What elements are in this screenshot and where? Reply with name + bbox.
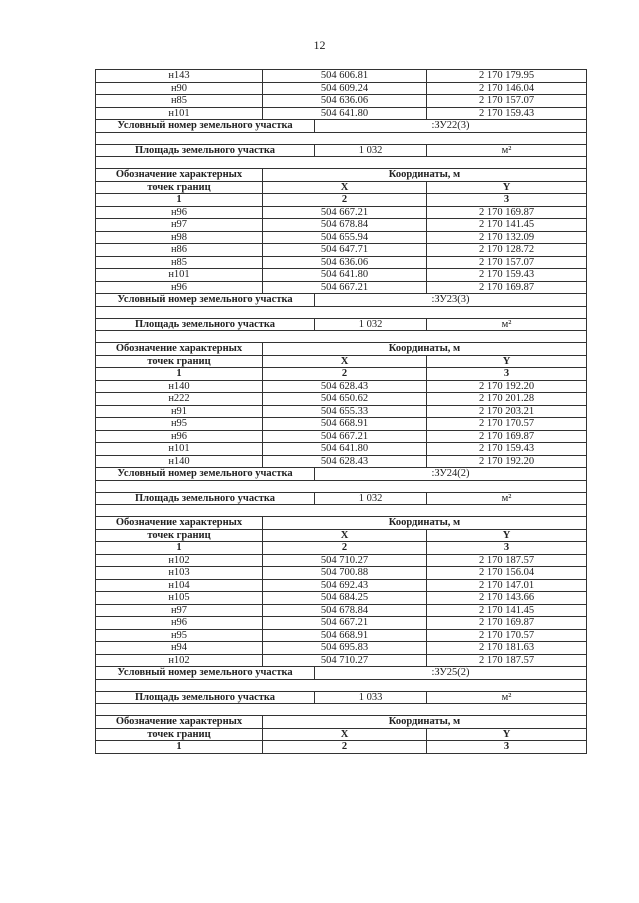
column-number: 2 bbox=[263, 368, 427, 381]
x-header: X bbox=[263, 529, 427, 542]
area-value: 1 032 bbox=[315, 318, 427, 331]
y-coordinate-cell: 2 170 156.04 bbox=[427, 567, 587, 580]
x-coordinate-cell: 504 678.84 bbox=[263, 604, 427, 617]
x-coordinate-cell: 504 667.21 bbox=[263, 617, 427, 630]
y-coordinate-cell: 2 170 169.87 bbox=[427, 430, 587, 443]
area-row bbox=[96, 318, 587, 331]
spacer-row bbox=[96, 679, 587, 691]
y-coordinate-cell: 2 170 169.87 bbox=[427, 281, 587, 294]
coordinate-row bbox=[96, 567, 587, 580]
spacer-row bbox=[96, 704, 587, 716]
x-coordinate-cell: 504 655.94 bbox=[263, 231, 427, 244]
point-name-cell: н96 bbox=[96, 617, 263, 630]
spacer-row bbox=[96, 480, 587, 492]
point-name-cell: н96 bbox=[96, 206, 263, 219]
coordinate-row bbox=[96, 642, 587, 655]
x-coordinate-cell: 504 606.81 bbox=[263, 70, 427, 83]
point-name-cell: н95 bbox=[96, 418, 263, 431]
y-coordinate-cell: 2 170 181.63 bbox=[427, 642, 587, 655]
x-coordinate-cell: 504 678.84 bbox=[263, 219, 427, 232]
coordinate-row bbox=[96, 393, 587, 406]
area-label: Площадь земельного участка bbox=[96, 144, 315, 157]
point-name-cell: н101 bbox=[96, 107, 263, 120]
parcel-number-value: :ЗУ24(2) bbox=[315, 468, 587, 481]
parcel-number-row bbox=[96, 667, 587, 680]
y-coordinate-cell: 2 170 159.43 bbox=[427, 107, 587, 120]
y-coordinate-cell: 2 170 141.45 bbox=[427, 604, 587, 617]
area-unit: м² bbox=[427, 492, 587, 505]
x-coordinate-cell: 504 628.43 bbox=[263, 380, 427, 393]
area-unit: м² bbox=[427, 144, 587, 157]
point-name-cell: н96 bbox=[96, 430, 263, 443]
coordinates-header: Координаты, м bbox=[263, 169, 587, 182]
column-number: 1 bbox=[96, 368, 263, 381]
x-header: X bbox=[263, 181, 427, 194]
y-coordinate-cell: 2 170 170.57 bbox=[427, 418, 587, 431]
x-coordinate-cell: 504 647.71 bbox=[263, 244, 427, 257]
y-header: Y bbox=[427, 728, 587, 741]
boundary-points-header: точек границ bbox=[96, 355, 263, 368]
y-coordinate-cell: 2 170 146.04 bbox=[427, 82, 587, 95]
x-coordinate-cell: 504 636.06 bbox=[263, 256, 427, 269]
y-coordinate-cell: 2 170 187.57 bbox=[427, 654, 587, 667]
column-number: 3 bbox=[427, 194, 587, 207]
point-name-cell: н91 bbox=[96, 405, 263, 418]
spacer-row bbox=[96, 132, 587, 144]
y-header: Y bbox=[427, 181, 587, 194]
coordinate-row bbox=[96, 443, 587, 456]
coordinates-header: Координаты, м bbox=[263, 517, 587, 530]
coordinate-row bbox=[96, 418, 587, 431]
x-coordinate-cell: 504 609.24 bbox=[263, 82, 427, 95]
area-label: Площадь земельного участка bbox=[96, 492, 315, 505]
coordinate-row bbox=[96, 617, 587, 630]
area-row bbox=[96, 144, 587, 157]
header-row bbox=[96, 181, 587, 194]
column-number: 1 bbox=[96, 741, 263, 754]
point-name-cell: н96 bbox=[96, 281, 263, 294]
x-coordinate-cell: 504 667.21 bbox=[263, 281, 427, 294]
column-number: 3 bbox=[427, 368, 587, 381]
coordinate-row bbox=[96, 380, 587, 393]
point-name-cell: н97 bbox=[96, 219, 263, 232]
x-coordinate-cell: 504 710.27 bbox=[263, 654, 427, 667]
spacer-row bbox=[96, 331, 587, 343]
x-coordinate-cell: 504 684.25 bbox=[263, 592, 427, 605]
column-number: 2 bbox=[263, 542, 427, 555]
point-name-cell: н102 bbox=[96, 654, 263, 667]
point-name-cell: н102 bbox=[96, 554, 263, 567]
coordinates-document bbox=[95, 69, 586, 754]
parcel-number-row bbox=[96, 294, 587, 307]
coordinate-row bbox=[96, 244, 587, 257]
x-coordinate-cell: 504 641.80 bbox=[263, 269, 427, 282]
parcel-number-row bbox=[96, 120, 587, 133]
boundary-points-header: точек границ bbox=[96, 181, 263, 194]
y-coordinate-cell: 2 170 192.20 bbox=[427, 455, 587, 468]
coordinate-row bbox=[96, 82, 587, 95]
coordinates-header: Координаты, м bbox=[263, 716, 587, 729]
y-coordinate-cell: 2 170 203.21 bbox=[427, 405, 587, 418]
area-label: Площадь земельного участка bbox=[96, 318, 315, 331]
column-number-row bbox=[96, 542, 587, 555]
point-name-cell: н140 bbox=[96, 380, 263, 393]
y-coordinate-cell: 2 170 179.95 bbox=[427, 70, 587, 83]
x-coordinate-cell: 504 668.91 bbox=[263, 629, 427, 642]
coordinate-row bbox=[96, 281, 587, 294]
x-coordinate-cell: 504 667.21 bbox=[263, 430, 427, 443]
header-row bbox=[96, 355, 587, 368]
spacer-cell bbox=[96, 132, 587, 144]
parcel-number-value: :ЗУ23(3) bbox=[315, 294, 587, 307]
point-name-cell: н143 bbox=[96, 70, 263, 83]
spacer-cell bbox=[96, 480, 587, 492]
coordinate-row bbox=[96, 455, 587, 468]
coordinate-row bbox=[96, 95, 587, 108]
y-coordinate-cell: 2 170 147.01 bbox=[427, 579, 587, 592]
parcel-number-label: Условный номер земельного участка bbox=[96, 468, 315, 481]
y-coordinate-cell: 2 170 143.66 bbox=[427, 592, 587, 605]
y-coordinate-cell: 2 170 157.07 bbox=[427, 95, 587, 108]
coordinate-row bbox=[96, 231, 587, 244]
x-coordinate-cell: 504 628.43 bbox=[263, 455, 427, 468]
designation-header: Обозначение характерных bbox=[96, 169, 263, 182]
spacer-cell bbox=[96, 306, 587, 318]
coordinate-row bbox=[96, 430, 587, 443]
column-number-row bbox=[96, 741, 587, 754]
designation-header: Обозначение характерных bbox=[96, 343, 263, 356]
boundary-points-header: точек границ bbox=[96, 728, 263, 741]
coordinates-table-body bbox=[96, 70, 587, 754]
area-value: 1 032 bbox=[315, 492, 427, 505]
x-coordinate-cell: 504 641.80 bbox=[263, 107, 427, 120]
spacer-row bbox=[96, 505, 587, 517]
spacer-row bbox=[96, 157, 587, 169]
y-coordinate-cell: 2 170 169.87 bbox=[427, 617, 587, 630]
column-number: 3 bbox=[427, 542, 587, 555]
x-header: X bbox=[263, 355, 427, 368]
spacer-cell bbox=[96, 704, 587, 716]
coordinates-table bbox=[95, 69, 587, 754]
column-number: 2 bbox=[263, 194, 427, 207]
header-row bbox=[96, 728, 587, 741]
point-name-cell: н104 bbox=[96, 579, 263, 592]
parcel-number-row bbox=[96, 468, 587, 481]
point-name-cell: н90 bbox=[96, 82, 263, 95]
x-coordinate-cell: 504 692.43 bbox=[263, 579, 427, 592]
parcel-number-label: Условный номер земельного участка bbox=[96, 667, 315, 680]
area-value: 1 033 bbox=[315, 691, 427, 704]
parcel-number-value: :ЗУ22(3) bbox=[315, 120, 587, 133]
designation-header: Обозначение характерных bbox=[96, 716, 263, 729]
coordinate-row bbox=[96, 405, 587, 418]
point-name-cell: н101 bbox=[96, 269, 263, 282]
spacer-cell bbox=[96, 157, 587, 169]
y-coordinate-cell: 2 170 132.09 bbox=[427, 231, 587, 244]
y-coordinate-cell: 2 170 187.57 bbox=[427, 554, 587, 567]
y-coordinate-cell: 2 170 159.43 bbox=[427, 443, 587, 456]
y-header: Y bbox=[427, 529, 587, 542]
area-row bbox=[96, 691, 587, 704]
coordinate-row bbox=[96, 604, 587, 617]
y-coordinate-cell: 2 170 169.87 bbox=[427, 206, 587, 219]
point-name-cell: н103 bbox=[96, 567, 263, 580]
y-coordinate-cell: 2 170 201.28 bbox=[427, 393, 587, 406]
x-coordinate-cell: 504 667.21 bbox=[263, 206, 427, 219]
coordinate-row bbox=[96, 269, 587, 282]
header-row bbox=[96, 343, 587, 356]
header-row bbox=[96, 716, 587, 729]
area-unit: м² bbox=[427, 691, 587, 704]
x-coordinate-cell: 504 641.80 bbox=[263, 443, 427, 456]
area-unit: м² bbox=[427, 318, 587, 331]
header-row bbox=[96, 517, 587, 530]
x-coordinate-cell: 504 668.91 bbox=[263, 418, 427, 431]
header-row bbox=[96, 529, 587, 542]
coordinate-row bbox=[96, 219, 587, 232]
x-coordinate-cell: 504 710.27 bbox=[263, 554, 427, 567]
column-number-row bbox=[96, 194, 587, 207]
page-number: 12 bbox=[313, 38, 326, 52]
coordinates-header: Координаты, м bbox=[263, 343, 587, 356]
x-header: X bbox=[263, 728, 427, 741]
parcel-number-value: :ЗУ25(2) bbox=[315, 667, 587, 680]
coordinate-row bbox=[96, 579, 587, 592]
point-name-cell: н140 bbox=[96, 455, 263, 468]
point-name-cell: н222 bbox=[96, 393, 263, 406]
coordinate-row bbox=[96, 554, 587, 567]
spacer-cell bbox=[96, 331, 587, 343]
point-name-cell: н94 bbox=[96, 642, 263, 655]
x-coordinate-cell: 504 655.33 bbox=[263, 405, 427, 418]
coordinate-row bbox=[96, 206, 587, 219]
point-name-cell: н105 bbox=[96, 592, 263, 605]
column-number: 1 bbox=[96, 194, 263, 207]
coordinate-row bbox=[96, 654, 587, 667]
coordinate-row bbox=[96, 629, 587, 642]
y-header: Y bbox=[427, 355, 587, 368]
area-value: 1 032 bbox=[315, 144, 427, 157]
x-coordinate-cell: 504 636.06 bbox=[263, 95, 427, 108]
point-name-cell: н85 bbox=[96, 256, 263, 269]
boundary-points-header: точек границ bbox=[96, 529, 263, 542]
y-coordinate-cell: 2 170 170.57 bbox=[427, 629, 587, 642]
y-coordinate-cell: 2 170 159.43 bbox=[427, 269, 587, 282]
y-coordinate-cell: 2 170 141.45 bbox=[427, 219, 587, 232]
x-coordinate-cell: 504 650.62 bbox=[263, 393, 427, 406]
spacer-cell bbox=[96, 505, 587, 517]
spacer-cell bbox=[96, 679, 587, 691]
parcel-number-label: Условный номер земельного участка bbox=[96, 294, 315, 307]
point-name-cell: н101 bbox=[96, 443, 263, 456]
point-name-cell: н97 bbox=[96, 604, 263, 617]
area-row bbox=[96, 492, 587, 505]
area-label: Площадь земельного участка bbox=[96, 691, 315, 704]
x-coordinate-cell: 504 700.88 bbox=[263, 567, 427, 580]
column-number-row bbox=[96, 368, 587, 381]
y-coordinate-cell: 2 170 128.72 bbox=[427, 244, 587, 257]
designation-header: Обозначение характерных bbox=[96, 517, 263, 530]
point-name-cell: н98 bbox=[96, 231, 263, 244]
column-number: 2 bbox=[263, 741, 427, 754]
x-coordinate-cell: 504 695.83 bbox=[263, 642, 427, 655]
coordinate-row bbox=[96, 70, 587, 83]
y-coordinate-cell: 2 170 192.20 bbox=[427, 380, 587, 393]
point-name-cell: н85 bbox=[96, 95, 263, 108]
column-number: 3 bbox=[427, 741, 587, 754]
point-name-cell: н86 bbox=[96, 244, 263, 257]
y-coordinate-cell: 2 170 157.07 bbox=[427, 256, 587, 269]
coordinate-row bbox=[96, 107, 587, 120]
point-name-cell: н95 bbox=[96, 629, 263, 642]
spacer-row bbox=[96, 306, 587, 318]
header-row bbox=[96, 169, 587, 182]
coordinate-row bbox=[96, 256, 587, 269]
column-number: 1 bbox=[96, 542, 263, 555]
coordinate-row bbox=[96, 592, 587, 605]
parcel-number-label: Условный номер земельного участка bbox=[96, 120, 315, 133]
